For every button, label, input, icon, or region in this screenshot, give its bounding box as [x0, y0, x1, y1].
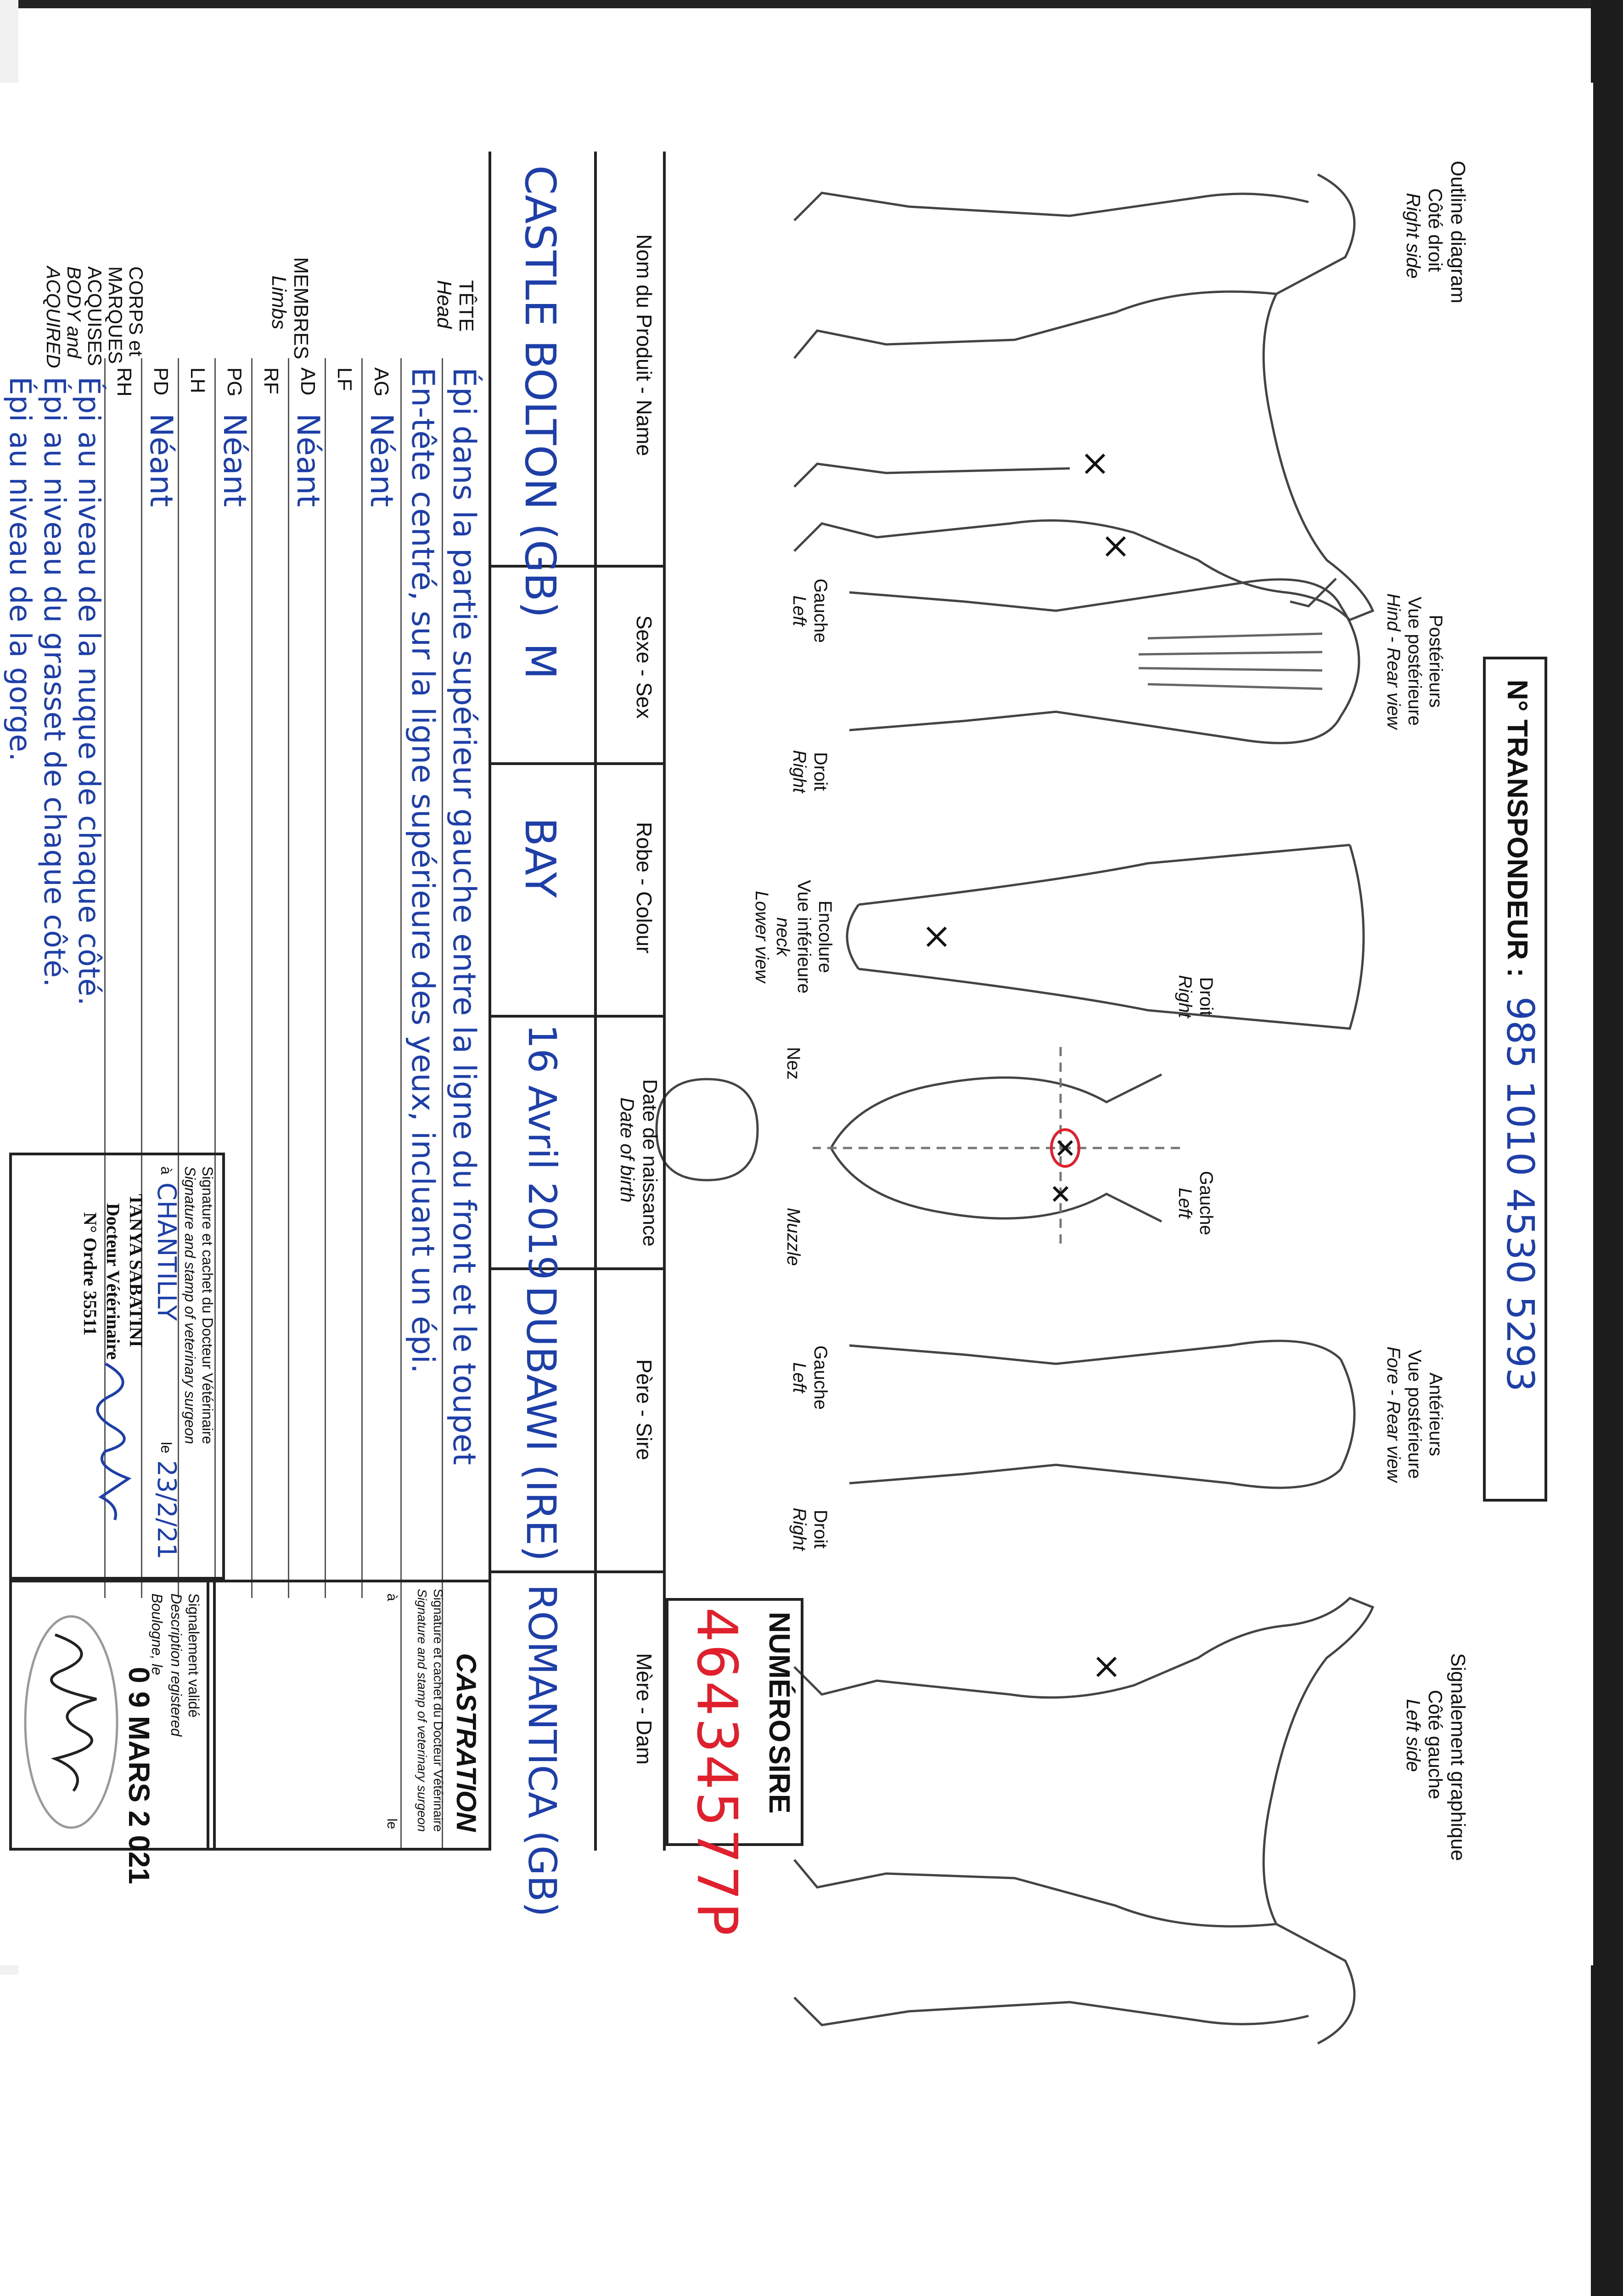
castration-signature-label-en: Signature and stamp of veterinary surgeon: [415, 1589, 429, 1832]
limb-code: PD: [150, 367, 172, 396]
date-of-birth: 16 Avril 2019: [520, 1024, 565, 1280]
neck-view-label: Encolure Vue inférieure neck Lower view: [752, 880, 835, 994]
vet-date-prefix: le: [158, 1442, 174, 1453]
limb-code: AD: [297, 367, 319, 396]
left-side-horse-outline: [771, 1589, 1391, 2071]
nose-label: Nez: [783, 1047, 803, 1080]
transponder-number: 985 1010 4530 5293: [1498, 996, 1542, 1392]
limbs-section-label-en: Limbs: [268, 276, 290, 330]
fore-left-leg-label: Gauche Left: [789, 1345, 831, 1410]
identity-row-top-border: [663, 152, 666, 1851]
left-side-label-fr: Côté gauche: [1425, 1690, 1446, 1800]
body-label-line-3: ACQUISES: [84, 266, 106, 366]
vet-place-prefix: à: [158, 1166, 174, 1175]
limb-rule: [361, 358, 363, 1598]
limb-value: Néant: [143, 413, 179, 507]
limb-code: RF: [260, 367, 282, 394]
vet-signature-label-en: Signature and stamp of veterinary surgeon: [182, 1166, 198, 1444]
vet-handwritten-signature: [83, 1359, 147, 1525]
numero-label: NUMÉRO: [763, 1612, 796, 1743]
sex-label: Sexe - Sex: [632, 615, 656, 719]
horse-sex: M: [516, 643, 565, 680]
dob-label-en: Date of birth: [617, 1097, 638, 1203]
identity-row-mid-border: [594, 152, 597, 1851]
limb-code: LF: [333, 367, 356, 391]
vet-stamp-order: N° Ordre 35511: [80, 1212, 101, 1336]
body-marking-line-2: Épi au niveau du grasset de chaque côté.: [37, 377, 71, 987]
castration-box: [207, 1580, 491, 1851]
signalement-graphique-title: Signalement graphique: [1447, 1653, 1469, 1861]
validation-place: Boulogne, le: [149, 1593, 165, 1675]
limb-code: PG: [223, 367, 246, 397]
validation-label-en: Description registered: [168, 1593, 185, 1737]
body-label-line-2: MARQUES: [105, 266, 126, 364]
scan-right-edge: [1591, 0, 1623, 2296]
fore-rear-view-diagram: [826, 1295, 1377, 1534]
muzzle-label: Muzzle: [783, 1208, 803, 1266]
vet-date: 23/2/21: [152, 1460, 181, 1559]
vet-signature-label-fr: Signature et cachet du Docteur Vétérinaire: [199, 1166, 216, 1444]
identity-divider-5: [491, 1570, 666, 1573]
validation-label-fr: Signalement validé: [185, 1593, 202, 1718]
identity-divider-3: [491, 1015, 666, 1018]
limb-value: Néant: [216, 413, 253, 507]
validation-date: 0 9 MARS 2 021: [123, 1667, 156, 1885]
head-left-label: Gauche Left: [1175, 1171, 1216, 1236]
head-section-label-fr: TÊTE: [455, 280, 477, 332]
castration-date-prefix: le: [384, 1818, 399, 1829]
hind-left-leg-label: Gauche Left: [789, 578, 831, 643]
limb-rule: [325, 358, 326, 1598]
sire-number: 46434577P: [685, 1607, 748, 1938]
limb-rule: [251, 358, 253, 1598]
limb-rule: [288, 358, 289, 1598]
horse-name: CASTLE BOLTON (GB): [516, 165, 565, 618]
head-front-view-diagram: [803, 1019, 1180, 1277]
hind-right-leg-label: Droit Right: [789, 750, 831, 793]
limb-value: Néant: [290, 413, 326, 507]
validation-stamp: [18, 1607, 124, 1837]
sire-name: DUBAWI (IRE): [517, 1286, 565, 1562]
vet-stamp-title: Docteur Vétérinaire: [103, 1203, 124, 1360]
body-label-line-5: ACQUIRED: [43, 266, 64, 368]
body-marking-line-1: Épi au niveau de la nuque de chaque côté.: [72, 377, 106, 1006]
limb-value: Néant: [363, 413, 399, 507]
limb-code: AG: [370, 367, 393, 397]
horse-colour: BAY: [516, 817, 565, 898]
identity-divider-2: [491, 762, 666, 765]
head-section-label-en: Head: [433, 280, 455, 329]
castration-title: CASTRATION: [451, 1653, 482, 1832]
head-right-label: Droit Right: [1175, 975, 1216, 1018]
name-label: Nom du Produit - Name: [632, 234, 656, 456]
castration-signature-label-fr: Signature et cachet du Docteur Vétérinaire: [431, 1589, 445, 1832]
body-marking-line-3: Épi au niveau de la gorge.: [3, 377, 37, 762]
outline-diagram-title: Outline diagram: [1447, 161, 1469, 304]
identity-divider-4: [491, 1267, 666, 1270]
limb-code: LH: [186, 367, 209, 394]
sire-label: SIRE: [763, 1745, 796, 1814]
scan-top-edge: [0, 0, 1623, 8]
dob-label-fr: Date de naissance: [639, 1079, 661, 1247]
fore-right-leg-label: Droit Right: [789, 1508, 831, 1551]
head-marking-line-2: En-tête centré, sur la ligne supérieure des yeux, incluant un épi.: [404, 367, 441, 1374]
right-side-label-en: Right side: [1403, 193, 1424, 279]
body-label-line-1: CORPS et: [125, 266, 147, 357]
head-marking-line-1: Épi dans la partie supérieur gauche entre la ligne du front et le toupet: [446, 367, 482, 1465]
colour-label: Robe - Colour: [632, 822, 656, 954]
limb-code: RH: [113, 367, 135, 397]
horse-identification-form: [0, 83, 1593, 1965]
body-label-line-4: BODY and: [63, 266, 85, 359]
sire-name-label: Père - Sire: [632, 1359, 656, 1460]
transponder-label: N° TRANSPONDEUR :: [1501, 680, 1533, 978]
vet-place: CHANTILLY: [152, 1182, 181, 1321]
left-side-label-en: Left side: [1403, 1699, 1424, 1772]
hind-rear-view-diagram: [826, 542, 1377, 781]
dam-name-label: Mère - Dam: [632, 1653, 656, 1765]
hind-view-label: Postérieurs Vue postérieure Hind - Rear view: [1383, 593, 1446, 729]
right-side-label-fr: Côté droit: [1425, 188, 1446, 272]
vet-stamp-name: TANYA SABATINI: [126, 1194, 146, 1347]
fore-view-label: Antérieurs Vue postérieure Fore - Rear view: [1383, 1346, 1446, 1482]
limbs-section-label-fr: MEMBRES: [290, 257, 312, 360]
dam-name: ROMANTICA (GB): [520, 1584, 565, 1917]
castration-place-prefix: à: [384, 1593, 399, 1601]
